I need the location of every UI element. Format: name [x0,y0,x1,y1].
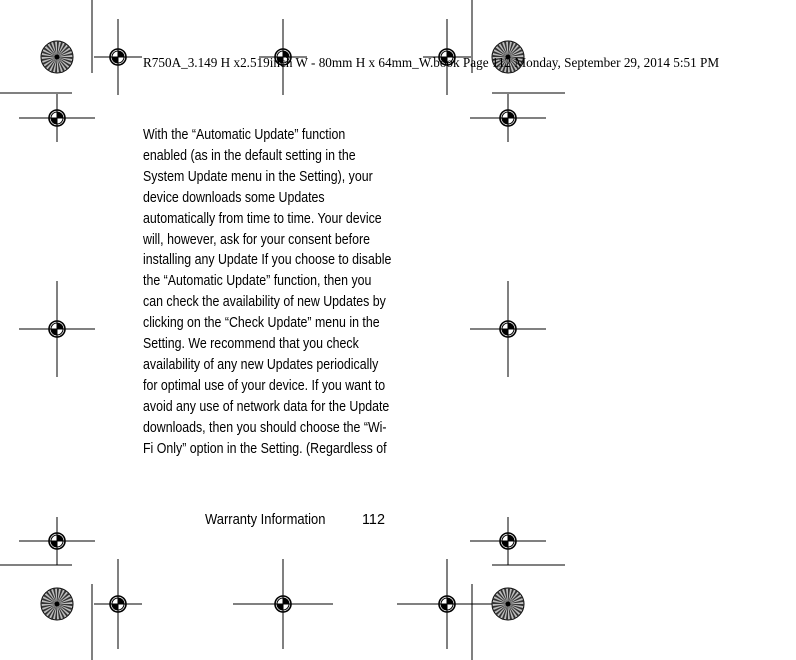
body-line: avoid any use of network data for the Update [143,398,390,415]
color-wheel-mark [41,588,73,620]
body-paragraph [143,125,423,460]
body-line: Fi Only” option in the Setting. (Regardless of [143,440,387,457]
slug-line: R750A_3.149 H x2.519inch W - 80mm H x 64mm_W.book Page 112 Monday, September 29, 2014 5:51 PM [143,55,720,70]
body-line: downloads, then you should choose the “Wi- [143,419,387,436]
body-line: for optimal use of your device. If you want to [143,377,386,394]
body-line: device downloads some Updates [143,189,325,206]
body-line: enabled (as in the default setting in the [143,147,356,164]
body-line: automatically from time to time. Your device [143,210,382,227]
body-line: the “Automatic Update” function, then you [143,273,372,290]
body-line: will, however, ask for your consent before [143,231,371,248]
body-line: Setting. We recommend that you check [143,336,359,353]
registration-mark [19,94,95,142]
color-wheel-mark [492,588,524,620]
registration-mark [233,559,333,649]
footer-section-title: Warranty Information [205,512,326,528]
registration-mark [470,281,546,377]
color-wheel-mark [41,41,73,73]
body-line: With the “Automatic Update” function [143,127,346,143]
body-line: clicking on the “Check Update” menu in the [143,315,380,332]
footer-page-number: 112 [362,512,385,528]
registration-mark [19,517,95,565]
body-line: System Update menu in the Setting), your [143,168,373,185]
body-line: availability of any new Updates periodically [143,356,379,373]
body-line: can check the availability of new Updates by [143,294,386,311]
registration-mark [94,19,142,95]
registration-mark [19,281,95,377]
registration-mark [397,559,497,649]
body-line: installing any Update If you choose to disable [143,252,392,269]
registration-mark [470,94,546,142]
registration-mark [470,517,546,565]
registration-mark [94,559,142,649]
